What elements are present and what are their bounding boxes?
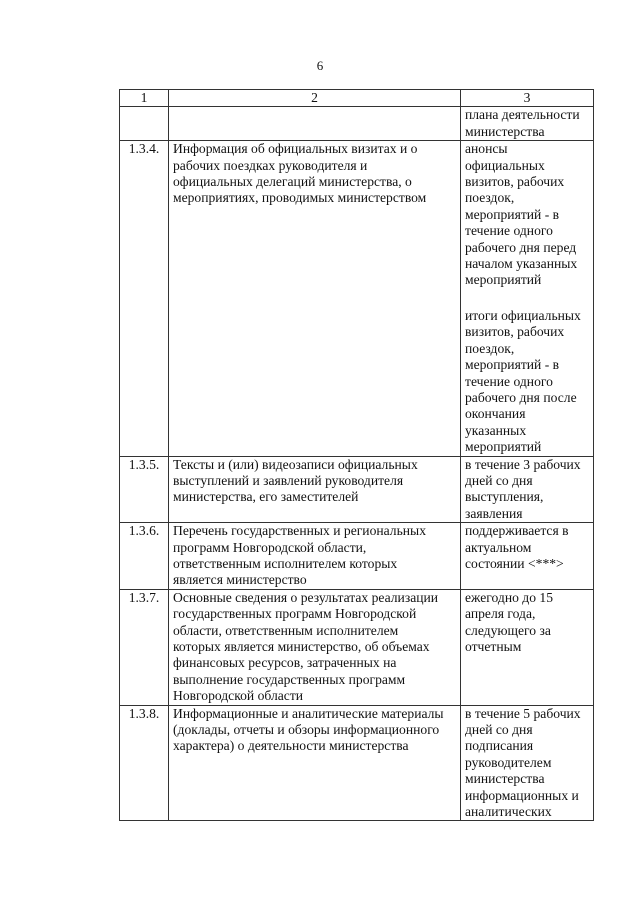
desc-line: министерства, его заместителей [173, 489, 359, 505]
term-line: окончания [465, 406, 526, 422]
row-term [461, 705, 594, 821]
term-line: министерства [465, 771, 545, 787]
page-number: 6 [316, 58, 324, 73]
term-line: поездок, [465, 340, 515, 356]
row-description [169, 705, 461, 821]
header-col-1: 1 [120, 90, 169, 107]
term-line: поддерживается в [465, 523, 569, 539]
row-description [169, 141, 461, 456]
term-line: министерства [465, 123, 545, 139]
term-line: следующего за [465, 622, 551, 638]
desc-line: Основные сведения о результатах реализации [173, 589, 439, 605]
continuation-term-cell [461, 107, 594, 141]
row-description [169, 523, 461, 590]
row-number: 1.3.5. [120, 456, 169, 523]
continuation-desc-cell [169, 107, 461, 141]
term-line: в течение 3 рабочих [465, 456, 581, 472]
term-line: итоги официальных [465, 307, 581, 323]
term-line: рабочего дня перед [465, 239, 577, 255]
desc-line: выполнение государственных программ [173, 671, 406, 687]
desc-line: Новгородской области [173, 688, 304, 704]
row-term [461, 523, 594, 590]
term-line: мероприятий [465, 439, 542, 455]
table-row [120, 589, 594, 705]
desc-line: области, ответственным исполнителем [173, 622, 399, 638]
desc-line: Информационные и аналитические материалы [173, 705, 444, 721]
row-description [169, 456, 461, 523]
term-line: в течение 5 рабочих [465, 705, 581, 721]
desc-line: выступлений и заявлений руководителя [173, 472, 404, 488]
term-line: апреля года, [465, 606, 536, 622]
desc-line: Тексты и (или) видеозаписи официальных [173, 456, 418, 472]
term-line: официальных [465, 157, 545, 173]
row-number: 1.3.8. [120, 705, 169, 821]
desc-line: Информация об официальных визитах и о [173, 141, 418, 157]
term-line: течение одного [465, 223, 553, 239]
table-row-continuation [120, 107, 594, 141]
term-line: состоянии <***> [465, 555, 564, 571]
term-line: отчетным [465, 639, 522, 654]
term-line: выступления, [465, 489, 544, 505]
term-line: аналитических [465, 804, 552, 820]
term-line: анонсы [465, 141, 508, 157]
header-col-2: 2 [169, 90, 461, 107]
term-line: мероприятий - в [465, 206, 560, 222]
desc-line: характера) о деятельности министерства [173, 738, 409, 754]
term-line: информационных и [465, 787, 579, 803]
term-line: дней со дня [465, 472, 533, 488]
document-table [119, 89, 594, 821]
desc-line: рабочих поездках руководителя и [173, 157, 368, 173]
desc-line: ответственным исполнителем которых [173, 555, 398, 571]
row-number: 1.3.6. [120, 523, 169, 590]
term-line: поездок, [465, 190, 515, 206]
table-row [120, 141, 594, 456]
term-line: дней со дня [465, 722, 533, 738]
row-term [461, 456, 594, 523]
desc-line: (доклады, отчеты и обзоры информационного [173, 722, 440, 738]
desc-line: является министерство [173, 572, 307, 588]
paragraph-gap [465, 289, 589, 308]
term-line: руководителем [465, 754, 552, 770]
desc-line: официальных делегаций министерства, о [173, 174, 412, 190]
table-row [120, 456, 594, 523]
desc-line: мероприятиях, проводимых министерством [173, 190, 427, 206]
term-line: мероприятий [465, 272, 542, 288]
term-line: ежегодно до 15 [465, 589, 554, 605]
term-line: началом указанных [465, 256, 578, 272]
table-row [120, 705, 594, 821]
term-line: мероприятий - в [465, 357, 560, 373]
term-line: визитов, рабочих [465, 324, 565, 340]
term-line: плана деятельности [465, 107, 580, 123]
term-line: актуальном [465, 539, 532, 555]
row-number: 1.3.4. [120, 141, 169, 456]
desc-line: которых является министерство, об объемах [173, 639, 430, 654]
desc-line: финансовых ресурсов, затраченных на [173, 655, 397, 671]
term-line: заявления [465, 505, 523, 521]
term-line: подписания [465, 738, 534, 754]
desc-line: Перечень государственных и региональных [173, 523, 426, 539]
table-row [120, 523, 594, 590]
term-line: течение одного [465, 373, 553, 389]
row-description [169, 589, 461, 705]
table-header-row [120, 90, 594, 107]
row-number: 1.3.7. [120, 589, 169, 705]
row-term [461, 589, 594, 705]
desc-line: государственных программ Новгородской [173, 606, 417, 622]
continuation-num-cell [120, 107, 169, 141]
term-line: визитов, рабочих [465, 174, 565, 190]
desc-line: программ Новгородской области, [173, 539, 367, 555]
term-line: указанных [465, 422, 527, 438]
header-col-3: 3 [461, 90, 594, 107]
row-term [461, 141, 594, 456]
term-line: рабочего дня после [465, 389, 577, 405]
